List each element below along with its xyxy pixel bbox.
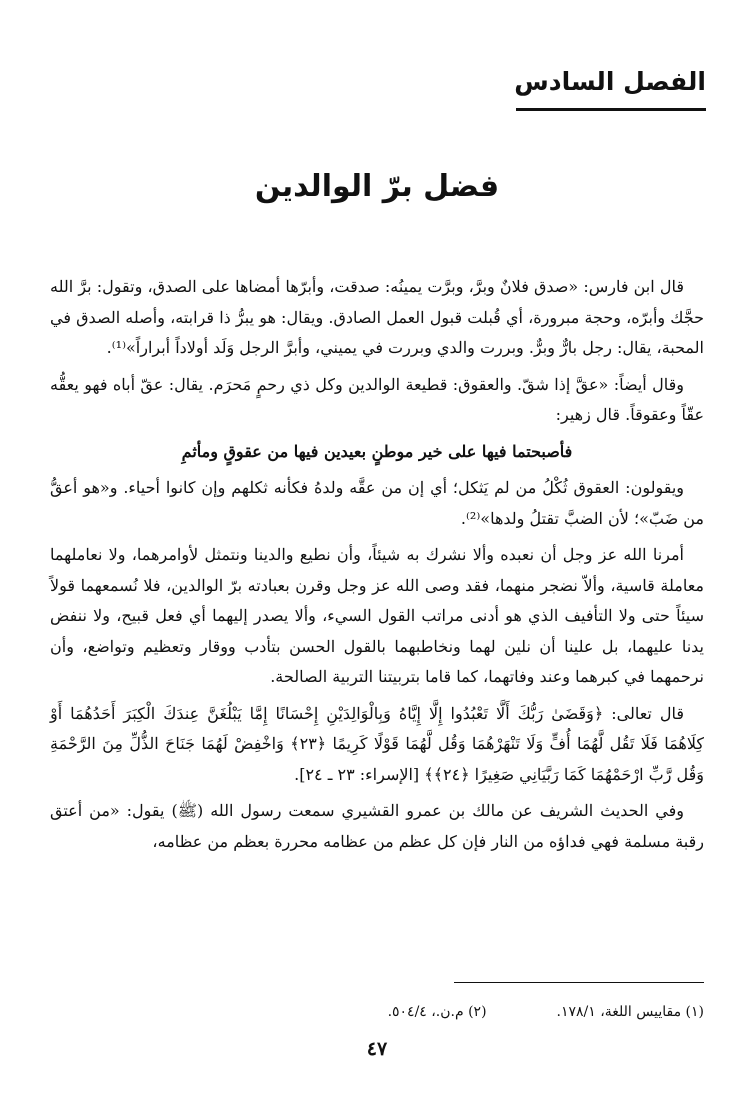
paragraph-hadith: وفي الحديث الشريف عن مالك بن عمرو القشيري سمعت رسول الله (ﷺ) يقول: «من أعتق رقبة مسلمة فهي فداؤه من النار فإن كل عظم من عظامه محررة بعظم من عظامه، <box>50 801 704 851</box>
chapter-header <box>516 62 706 111</box>
paragraph-quran-verse: قال تعالى: ﴿وَقَضَىٰ رَبُّكَ أَلَّا تَعْبُدُوا إِلَّا إِيَّاهُ وَبِالْوَالِدَيْنِ إِحْسَانًا إِمَّا يَبْلُغَنَّ عِندَكَ الْكِبَرَ أَحَدُهُمَا أَوْ كِلَاهُمَا فَلَا تَقُل لَّهُمَا أُفٍّ وَلَا تَنْهَرْهُمَا وَقُل لَّهُمَا قَوْلًا كَرِيمًا ﴿٢٣﴾ وَاخْفِضْ لَهُمَا جَنَاحَ الذُّلِّ مِنَ الرَّحْمَةِ وَقُل رَّبِّ ارْحَمْهُمَا كَمَا رَبَّيَانِي صَغِيرًا ﴿٢٤﴾﴾ [الإسراء: ٢٣ ـ ٢٤]. <box>50 703 705 784</box>
paragraph-uquq-definition: وقال أيضاً: «عقَّ إذا شقّ. والعقوق: قطيعة الوالدين وكل ذي رحمٍ مَحرَم. يقال: عقّ أباه فهو يعقُّه عقّاً وعقوقاً. قال زهير: <box>50 374 704 424</box>
body-text <box>50 272 704 863</box>
page-number: ٤٧ <box>366 1038 388 1060</box>
footnote-1: (١) مقاييس اللغة، ١٧٨/١. <box>556 1004 704 1020</box>
footnotes <box>50 1000 704 1024</box>
poetry-verse-zuhair: فأصبحتما فيها على خير موطنٍ بعيدين فيها من عقوقٍ ومأثمِ <box>181 441 573 461</box>
chapter-label: الفصل السادس <box>514 67 706 96</box>
chapter-underline <box>516 108 706 111</box>
page-title: فضل برّ الوالدين <box>254 169 500 204</box>
paragraph-ibn-faris: قال ابن فارس: «صدق فلانٌ وبرَّ، وبرَّت يمينُه: صدقت، وأبرّها أمضاها على الصدق، وتقول: برَّ الله حجَّك وأبرّه، وحجة مبرورة، أي قُبلت قبول العمل الصادق. ويقال: هو يبرُّ ذا قرابته، وأصله الصدق في المحبة، يقال: رجل بارٌّ وبرٌّ. وبررت والدي وبررت في يميني، وأبرَّ الرجل وَلَد أولاداً أبراراً»⁽¹⁾. <box>50 277 704 357</box>
paragraph-sayings: ويقولون: العقوق ثُكْلُ من لم يَثكل؛ أي إن من عقَّه ولدهُ فكأنه ثكلهم وإن كانوا أحياء. و«هو أعقُّ من ضَبّ»؛ لأن الضبَّ تقتلُ ولدها»⁽²⁾. <box>50 478 704 528</box>
footnote-separator <box>454 982 704 983</box>
paragraph-commandment: أمرنا الله عز وجل أن نعبده وألا نشرك به شيئاً، وأن نطيع والدينا ونتمثل لأوامرهما، ولا نعاملهما معاملة قاسية، وألاّ نضجر منهما، فقد وصى الله عز وجل وقرن بعبادته برّ الوالدين، فلا نُسمعهما قولاً سيئاً حتى ولا التأفيف الذي هو أدنى مراتب القول السيء، وألا يصدر إليهما أي فعل قبيح، ولا ننفض يدنا عليهما، بل علينا أن نلين لهما ونخاطبهما بالقول الحسن بتأدب ووقار وتعظيم وتواضع، وأن نرحمهما في كبرهما وعند وفاتهما، كما قاما بتربيتنا التربية الصالحة. <box>50 545 704 686</box>
footnote-2: (٢) م.ن.، ٥٠٤/٤. <box>387 1004 487 1020</box>
